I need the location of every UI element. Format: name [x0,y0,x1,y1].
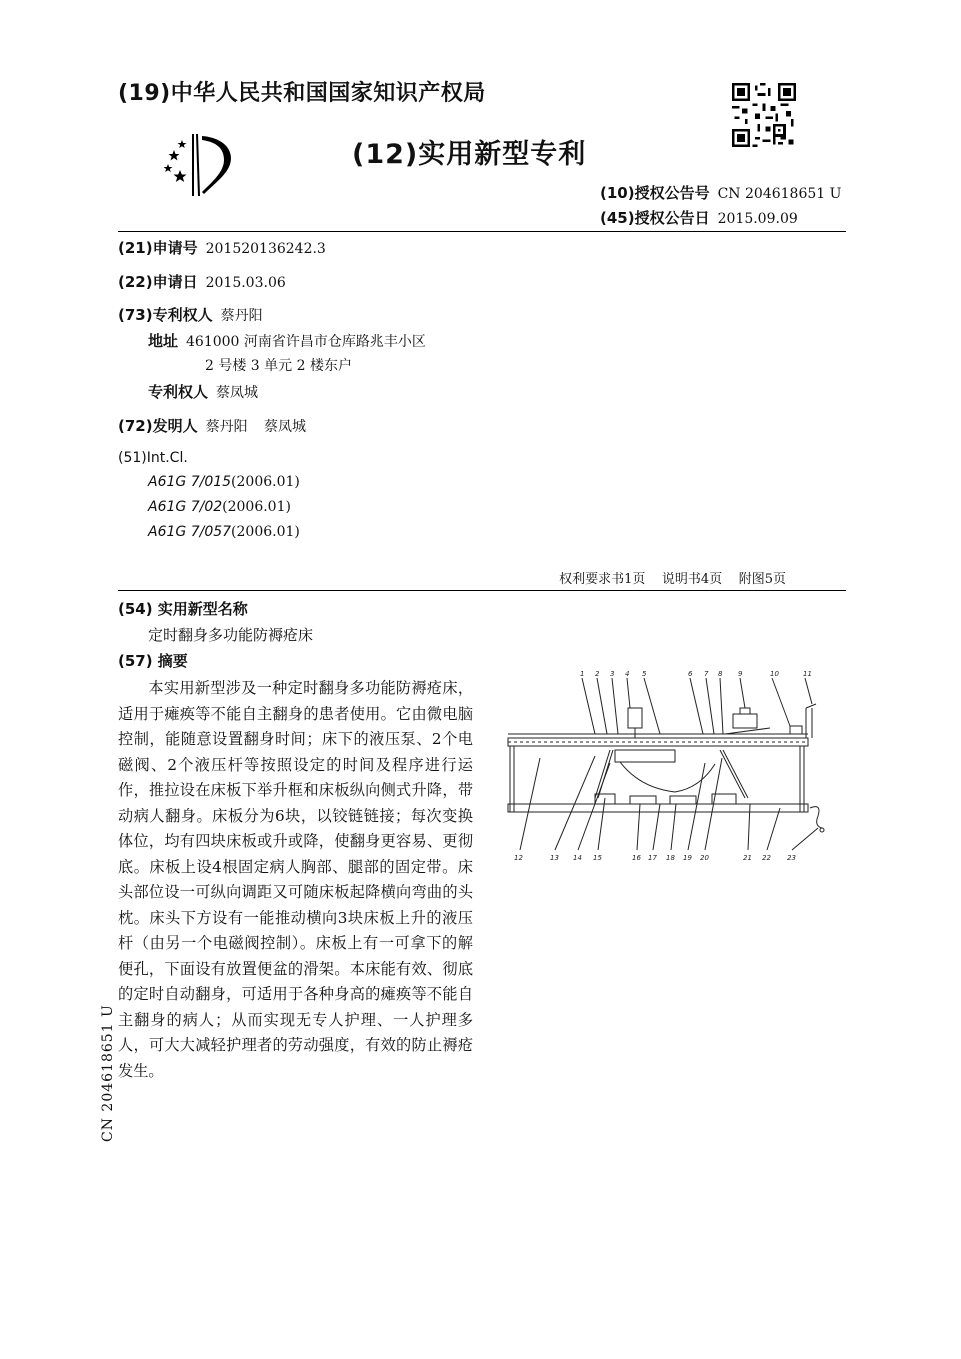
application-date [118,271,286,292]
patentee-value: 蔡丹阳 [220,308,263,324]
ipc-version: (2006.01) [222,499,291,515]
drawing-label-top: 10 [770,670,779,678]
abstract-label: (57) 摘要 [118,652,188,670]
int-cl [118,450,188,466]
drawing-label-top: 6 [688,670,693,678]
drawing-label-top: 7 [704,670,709,678]
drawing-label-top: 3 [610,670,615,678]
publication-number-label: (10)授权公告号 [600,184,710,202]
drawing-label-top: 1 [580,670,585,678]
publication-number-value: CN 204618651 U [717,186,842,202]
publication-date-value: 2015.09.09 [717,211,798,227]
drawing-label-top: 9 [738,670,743,678]
drawing-label-bottom: 12 [514,854,523,862]
patentee-2-value: 蔡凤城 [216,385,259,401]
inventor-label: (72)发明人 [118,417,198,435]
drawing-label-bottom: 20 [700,854,709,862]
side-publication-number: CN 204618651 U [100,1004,116,1142]
address [148,330,426,351]
ipc-code: A61G 7/015 [148,474,232,490]
inventor [118,415,306,436]
qr-code [732,83,796,147]
int-cl-label: (51)Int.Cl. [118,450,188,466]
ipc-version: (2006.01) [231,474,300,490]
address-line-1: 461000 河南省许昌市仓库路兆丰小区 [186,334,426,350]
drawing-label-bottom: 18 [666,854,675,862]
drawing-label-top: 2 [595,670,600,678]
inventor-value: 蔡丹阳 蔡凤城 [205,419,307,435]
drawing-label-bottom: 21 [743,854,752,862]
ipc-code: A61G 7/02 [148,499,223,515]
drawing-label-bottom: 17 [648,854,657,862]
publication-number [600,182,841,203]
ipc-entry [148,499,291,515]
patentee-2-label: 专利权人 [148,383,209,401]
page-counts: 权利要求书1页 说明书4页 附图5页 [559,572,786,587]
application-number-value: 201520136242.3 [205,241,326,257]
drawing-label-top: 11 [803,670,812,678]
abstract-body [118,676,473,1084]
address-label: 地址 [148,332,179,350]
drawing-label-bottom: 22 [762,854,771,862]
drawing-label-top: 8 [718,670,723,678]
application-number [118,237,326,258]
utility-model-title-label: (54) 实用新型名称 [118,600,248,618]
representative-drawing [500,668,830,868]
drawing-label-top: 5 [642,670,647,678]
patent-type-title: (12)实用新型专利 [352,139,587,170]
application-date-value: 2015.03.06 [205,275,286,291]
ipc-version: (2006.01) [231,524,300,540]
application-number-label: (21)申请号 [118,239,198,257]
drawing-label-top: 4 [625,670,630,678]
patentee-label: (73)专利权人 [118,306,213,324]
drawing-label-bottom: 16 [632,854,641,862]
drawing-label-bottom: 15 [593,854,602,862]
ipc-entry [148,474,300,490]
office-title: (19)中华人民共和国国家知识产权局 [118,81,486,106]
drawing-label-bottom: 19 [683,854,692,862]
patentee-2 [148,381,258,402]
header-divider [118,231,846,232]
ipc-entry [148,524,300,540]
application-date-label: (22)申请日 [118,273,198,291]
drawing-label-bottom: 14 [573,854,582,862]
address-line-2: 2 号楼 3 单元 2 楼东户 [205,358,352,374]
patentee [118,304,263,325]
drawing-label-bottom: 23 [787,854,796,862]
drawing-label-bottom: 13 [550,854,559,862]
ipc-code: A61G 7/057 [148,524,232,540]
section-divider [118,590,846,591]
publication-date-label: (45)授权公告日 [600,209,710,227]
abstract-text: 本实用新型涉及一种定时翻身多功能防褥疮床，适用于瘫痪等不能自主翻身的患者使用。它由微电脑控制，能随意设置翻身时间；床下的液压泵、2个电磁阀、2个液压杆等按照设定的时间及程序进行运作，推拉设在床板下举升框和床板纵向侧式升降，带动病人翻身。床板分为6块，以铰链链接；每次变换体位，均有四块床板或升或降，使翻身更容易、更彻底。床板上设4根固定病人胸部、腿部的固定带。床头部位设一可纵向调距又可随床板起降横向弯曲的头枕。床头下方设有一能推动横向3块床板上升的液压杆（由另一个电磁阀控制）。床板上有一可拿下的解便孔，下面设有放置便盆的滑架。本床能有效、彻底的定时自动翻身，可适用于各种身高的瘫痪等不能自主翻身的病人；从而实现无专人护理、一人护理多人，可大大减轻护理者的劳动强度，有效的防止褥疮发生。 [118,679,473,1080]
publication-date [600,207,798,228]
utility-model-title: 定时翻身多功能防褥疮床 [148,626,314,644]
cnipa-emblem-logo [160,132,244,198]
